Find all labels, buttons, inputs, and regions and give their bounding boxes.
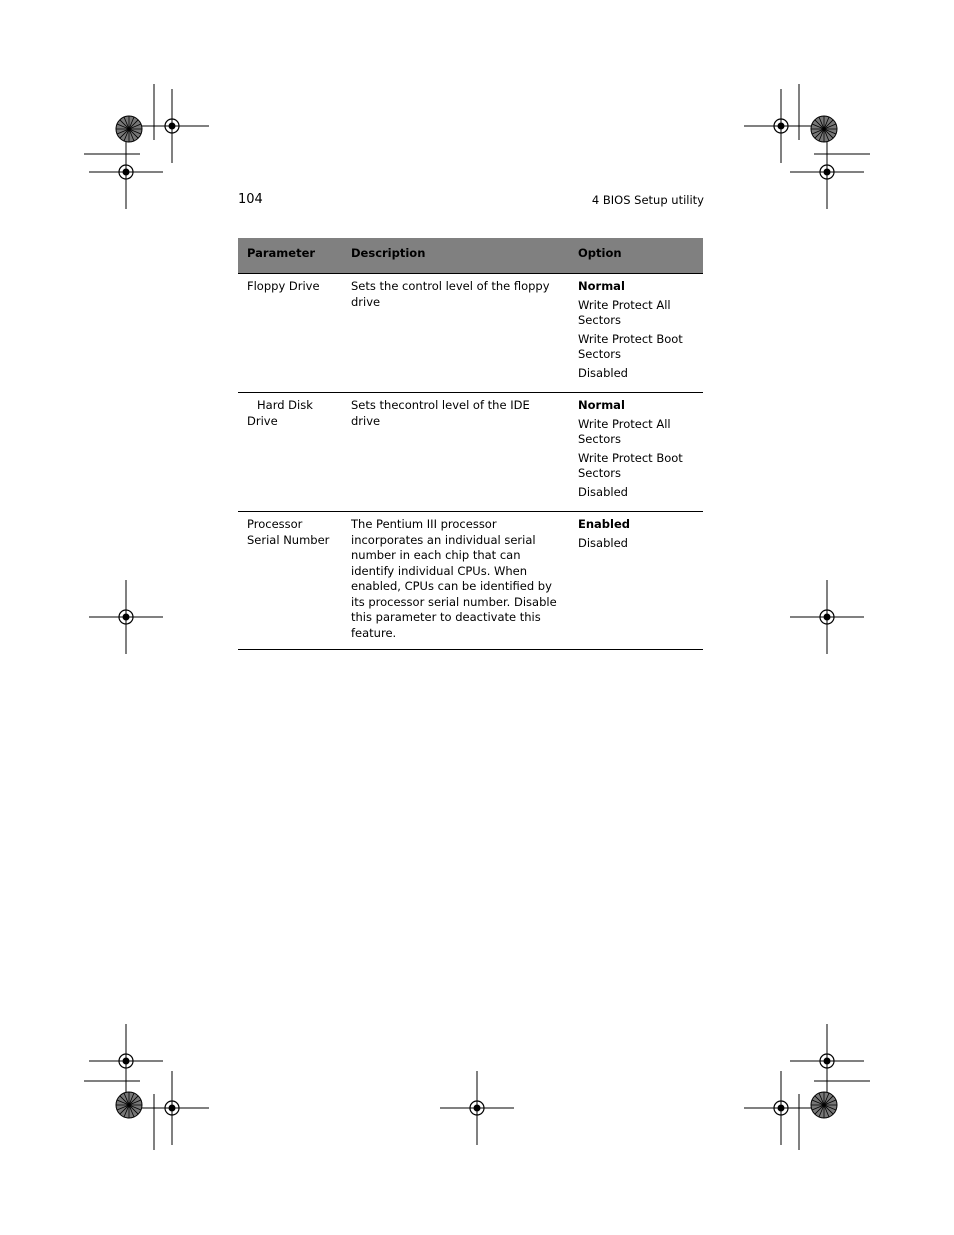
option-default: Normal bbox=[578, 279, 625, 293]
column-header-option: Option bbox=[569, 238, 703, 274]
registration-cross-icon bbox=[790, 580, 864, 654]
parameter-text: Hard Disk Drive bbox=[247, 398, 313, 428]
option-default: Enabled bbox=[578, 517, 631, 531]
registration-cross-icon bbox=[135, 89, 209, 163]
column-header-parameter: Parameter bbox=[238, 238, 342, 274]
description-cell: Sets thecontrol level of the IDE drive bbox=[342, 393, 569, 512]
option-item: Write Protect Boot Sectors bbox=[578, 450, 683, 480]
registration-cross-icon bbox=[440, 1071, 514, 1145]
option-item: Write Protect All Sectors bbox=[578, 297, 671, 327]
color-target-icon bbox=[811, 116, 837, 142]
color-target-icon bbox=[116, 1092, 142, 1118]
registration-cross-icon bbox=[790, 1024, 864, 1098]
description-cell: Sets the control level of the floppy drive bbox=[342, 274, 569, 393]
registration-cross-icon bbox=[89, 580, 163, 654]
registration-cross-icon bbox=[790, 135, 864, 209]
option-item: Disabled bbox=[578, 484, 628, 499]
option-item: Disabled bbox=[578, 535, 628, 550]
registration-cross-icon bbox=[744, 89, 818, 163]
option-item: Disabled bbox=[578, 365, 628, 380]
registration-cross-icon bbox=[89, 1024, 163, 1098]
column-header-description: Description bbox=[342, 238, 569, 274]
registration-cross-icon bbox=[744, 1071, 818, 1145]
running-title: 4 BIOS Setup utility bbox=[591, 193, 704, 207]
registration-cross-icon bbox=[89, 135, 163, 209]
option-item: Write Protect Boot Sectors bbox=[578, 331, 683, 361]
description-cell: The Pentium III processor incorporates an individual serial number in each chip that can identify individual CPUs. When enabled, CPUs can be identified by its processor serial number. Disable this parameter to deactivate this feature. bbox=[342, 512, 569, 650]
registration-cross-icon bbox=[135, 1071, 209, 1145]
page-number: 104 bbox=[238, 192, 263, 207]
color-target-icon bbox=[116, 116, 142, 142]
parameter-cell: Floppy Drive bbox=[238, 274, 342, 393]
option-item: Write Protect All Sectors bbox=[578, 416, 671, 446]
option-default: Normal bbox=[578, 398, 625, 412]
color-target-icon bbox=[811, 1092, 837, 1118]
parameter-cell: Processor Serial Number bbox=[238, 512, 342, 650]
